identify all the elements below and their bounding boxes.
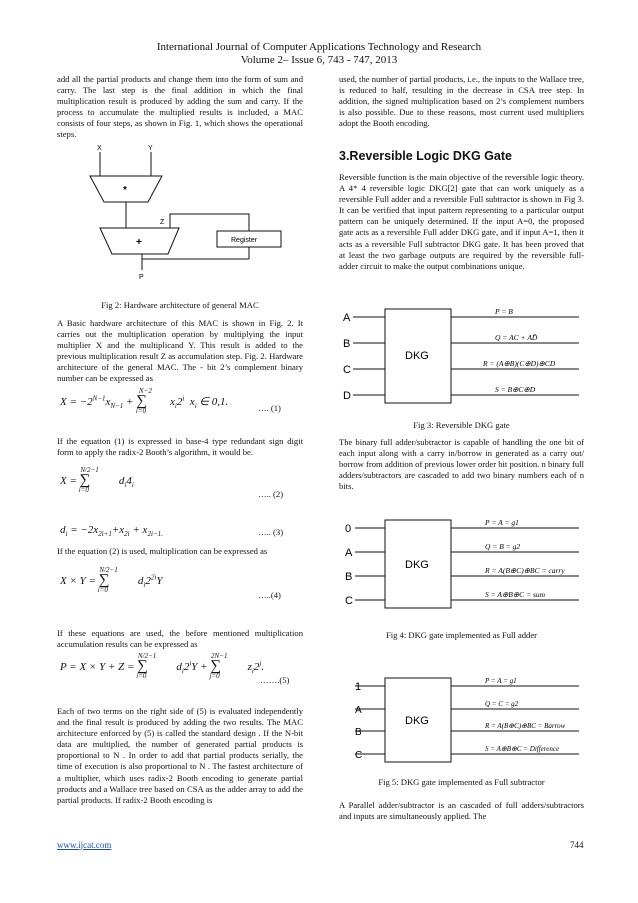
page-number: 744: [570, 840, 584, 850]
fig3-output-q: Q = AC + AD̄: [495, 333, 538, 342]
fig4-output-s: S = A⊕B⊕C = sum: [485, 590, 546, 599]
left-para-2: A Basic hardware architecture of this MAC is shown in Fig. 2. It carries out the multiplication operation by multiplying the input multiplier X and the multiplicand Y. This result is added to the previous multiplication result Z as accumulation step. Fig. 2. Hardware architecture of the general MAC. The - bit 2’s complement binary number can be expressed as: [57, 318, 303, 384]
left-para-4: If the equation (2) is used, multiplication can be expressed as: [57, 546, 268, 556]
fig5-input-b: B: [355, 727, 362, 738]
fig2-register-label: Register: [231, 237, 258, 244]
fig5-dkg-full-subtractor: [339, 674, 585, 766]
fig2-adder-symbol: +: [136, 237, 142, 248]
fig4-input-c: C: [345, 595, 353, 607]
fig5-gate-label: DKG: [405, 715, 429, 727]
footer-website-link[interactable]: www.ijcat.com: [57, 840, 112, 850]
fig3-output-s: S = B⊕C⊕D: [495, 385, 536, 394]
fig4-gate-label: DKG: [405, 559, 429, 571]
fig5-output-s: S = A⊕B⊕C = Difference: [485, 745, 560, 753]
fig5-output-p: P = A = g1: [485, 677, 517, 685]
right-para-1: used, the number of partial products, i.e., the inputs to the Wallace tree, is reduced to half, resulting in the decrease in CSA tree step. In addition, the signed multiplication based on 2’s complement numbers is also possible. Due to these reasons, most current used multipliers adopt the Booth encoding.: [339, 74, 584, 129]
fig3-output-p: P = B: [495, 307, 513, 316]
fig2-multiplier-symbol: *: [123, 185, 127, 196]
fig3-input-a: A: [343, 312, 351, 324]
journal-header: [0, 41, 638, 67]
equation-4: $X \times Y = \sum^{N/2-1}_{i=0}d_i2^{2i}Y$: [60, 566, 163, 594]
fig4-output-r: R = A(B⊕C)⊕BC = carry: [485, 566, 565, 575]
eq4-number: …..(4): [258, 590, 281, 600]
eq5-number: …….(5): [260, 675, 290, 685]
section-heading: 3.Reversible Logic DKG Gate: [339, 149, 512, 163]
equation-2: $X = \sum^{N/2-1}_{i=0}d_i4_i$: [60, 466, 134, 494]
fig3-gate-label: DKG: [405, 350, 429, 362]
fig2-z-label: Z: [160, 219, 165, 226]
left-para-3: If the equation (1) is expressed in base-4 type redundant sign digit form to apply the radix-2 Booth’s algorithm, it would be.: [57, 436, 303, 458]
left-para-6: Each of two terms on the right side of (5) is evaluated independently and the final result is produced by adding the two results. The MAC architecture enforced by (5) is called the standard design . If the N-bit data are multiplied, the number of generated partial products is proportional to N . In order to add that partial products serially, the time of execution is also proportional to N . The fastest architecture of a multiplier, which uses radix-2 Booth encoding to generate partial products and a Wallace tree based on CSA as the adder array to add the partial products. If radix-2 Booth encoding is: [57, 706, 303, 805]
fig4-output-q: Q = B = g2: [485, 542, 521, 551]
fig4-dkg-full-adder: [339, 516, 585, 612]
fig2-mac-diagram: [57, 142, 303, 282]
left-para-1: add all the partial products and change them into the form of sum and carry. The last step is the final addition in which the final multiplication result is produced by adding the sum and carry. If the process to accumulate the multiplied results is included, a MAC consists of four steps, as shown in Fig. 1, which shows the operational steps.: [57, 74, 303, 140]
fig2-caption: Fig 2: Hardware architecture of general MAC: [101, 300, 259, 310]
equation-5: $P = X \times Y + Z = \sum^{N/2-1}_{i=0}d_i2^iY + \sum^{2N-1}_{j=0}z_i2^j$.: [60, 652, 265, 680]
eq3-number: ….. (3): [258, 527, 284, 537]
fig5-input-a: A: [355, 705, 362, 716]
equation-1: $X = -2^{N-1}x_{N-1} + \sum^{N-2}_{i=0}x_i2^i$ $x_i$ ∈ 0,1.: [60, 387, 229, 415]
fig2-x-label: X: [97, 145, 102, 152]
fig3-input-d: D: [343, 390, 351, 402]
fig2-y-label: Y: [148, 145, 153, 152]
fig3-input-b: B: [343, 338, 351, 350]
fig4-input-b: B: [345, 571, 353, 583]
fig5-input-c: C: [355, 750, 363, 761]
fig3-input-c: C: [343, 364, 351, 376]
fig5-input-1: 1: [355, 681, 362, 693]
left-para-5: If these equations are used, the before mentioned multiplication accumulation results can be expressed as: [57, 628, 303, 650]
journal-title: International Journal of Computer Applications Technology and Research: [156, 41, 482, 53]
fig3-output-r: R = (A⊕B)(C⊕D)⊕CD: [483, 359, 556, 368]
fig2-p-label: P: [139, 274, 144, 281]
eq1-number: …. (1): [258, 403, 281, 413]
right-para-2: Reversible function is the main objective of the reversible logic theory. A 4* 4 reversible logic DKG[2] gate that can work uniquely as a reversible Full adder and a reversible Full subtractor is shown in Fig 3. It can be verified that input pattern representing to a particular output pattern can be uniquely determined. If the input A=0, the proposed gate acts as a reversible Full adder DKG gate, and if input A=1, then it acts as a reversible Full subtractor DKG gate. It has been proved that at least the two garbage outputs are required by the reversible full-adder circuit to make the output combinations unique.: [339, 172, 584, 271]
fig3-dkg-gate: [339, 305, 585, 410]
right-para-4: A Parallel adder/subtractor is an cascaded of full adders/subtractors and inputs are simultaneously applied. The: [339, 800, 584, 822]
fig4-output-p: P = A = g1: [485, 518, 519, 527]
eq2-number: ….. (2): [258, 489, 284, 499]
fig3-caption: Fig 3: Reversible DKG gate: [413, 420, 510, 430]
fig4-input-0: 0: [345, 523, 352, 535]
journal-volume: Volume 2– Issue 6, 743 - 747, 2013: [240, 54, 398, 66]
fig5-output-q: Q = C = g2: [485, 700, 519, 708]
fig5-output-r: R = A(B⊕C)⊕BC = Barrow: [485, 722, 566, 730]
right-para-3: The binary full adder/subtractor is capable of handling the one bit of each input along with a carry in/borrow in generated as a carry out/ borrow from addition of previous lower order bit position. n binary full adders/subtractors are cascaded to add two binary numbers each of n bits.: [339, 437, 584, 492]
fig4-caption: Fig 4: DKG gate implemented as Full adder: [385, 630, 538, 640]
equation-3: $d_i = -2x_{2i+1}+x_{2i} + x_{2i-1.}$: [60, 524, 163, 539]
fig4-input-a: A: [345, 547, 353, 559]
fig5-caption: Fig 5: DKG gate implemented as Full subtractor: [378, 777, 545, 787]
